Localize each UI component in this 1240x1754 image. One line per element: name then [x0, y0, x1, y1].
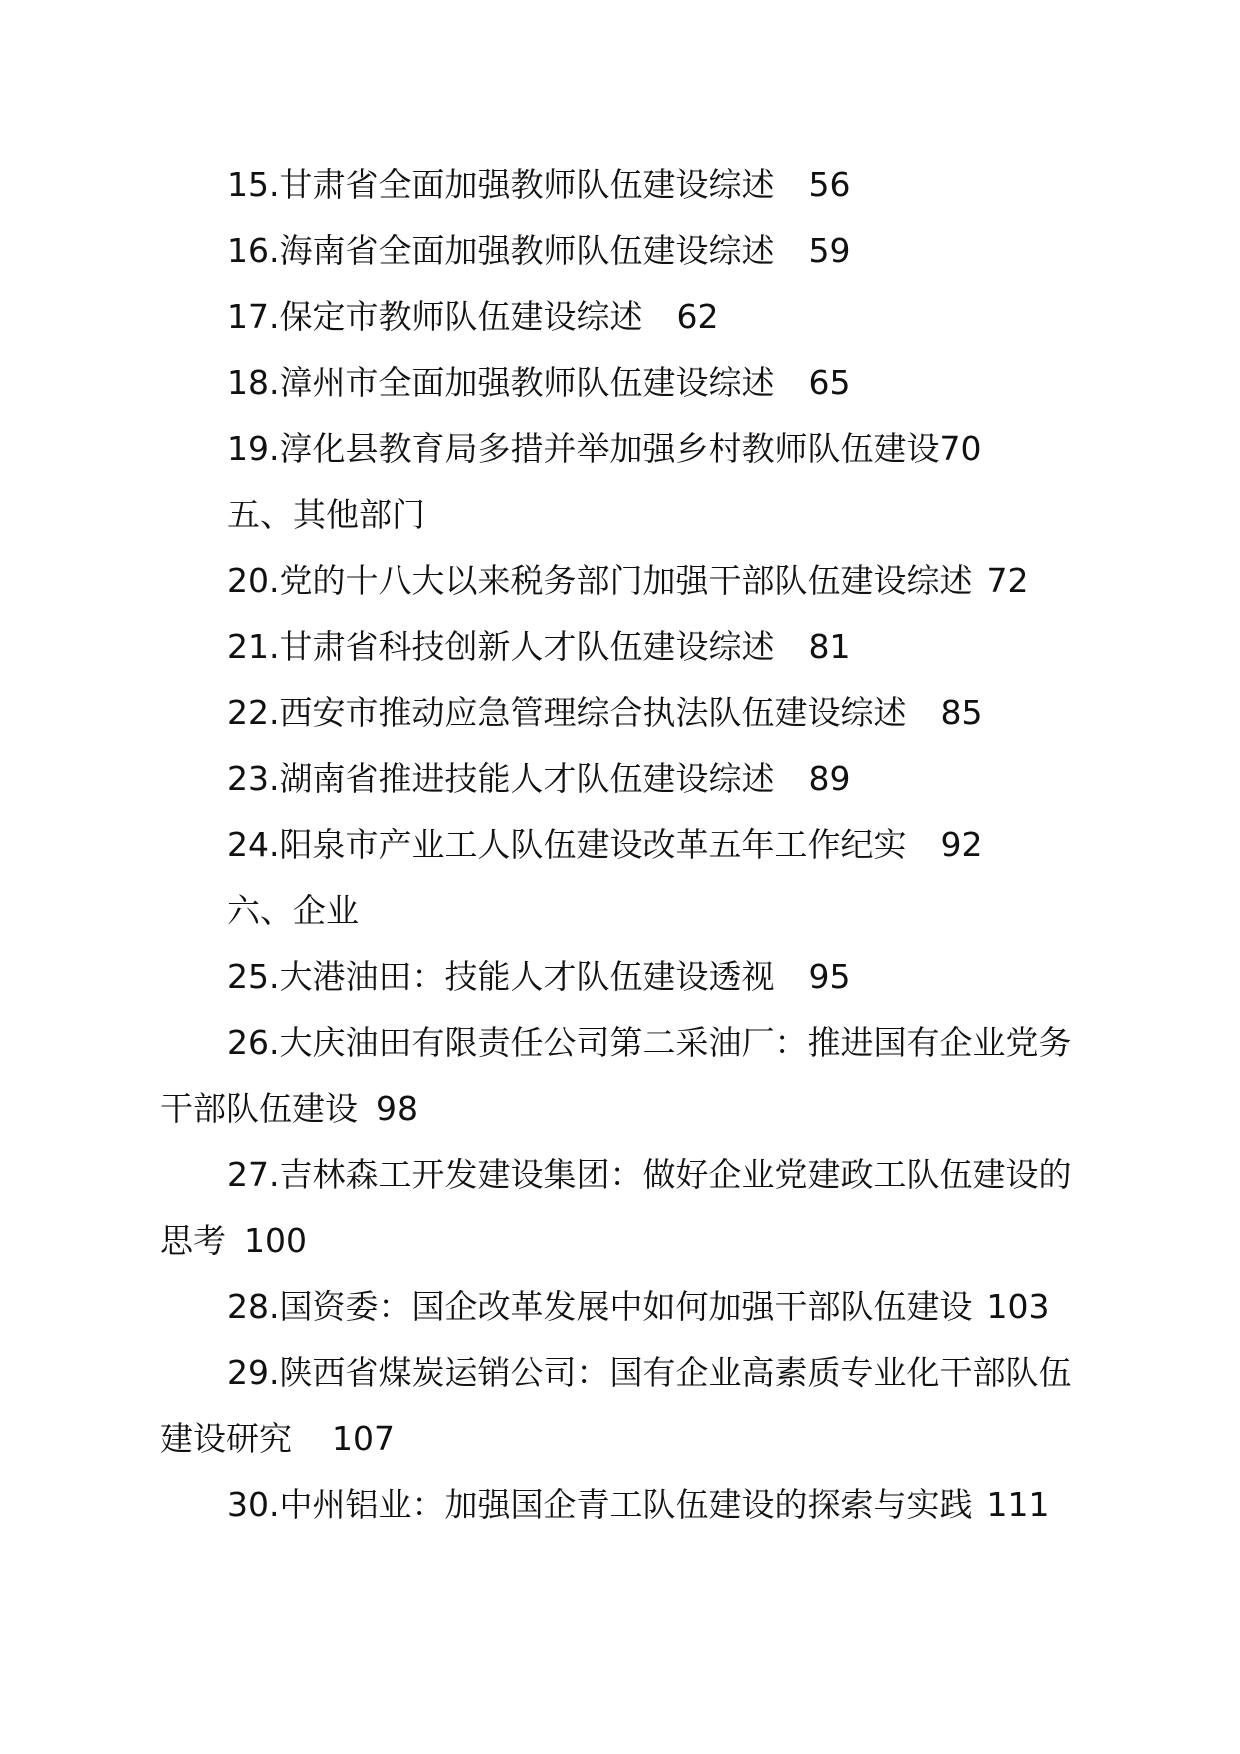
toc-entry-title: 29.陕西省煤炭运销公司：国有企业高素质专业化干部队伍建设研究 [160, 1353, 1072, 1458]
toc-entry-page: 59 [808, 231, 851, 270]
toc-section-title: 五、其他部门 [227, 495, 425, 534]
toc-entry-23 [160, 746, 1100, 812]
toc-entry-page: 81 [808, 627, 851, 666]
toc-entry-page: 72 [986, 561, 1029, 600]
toc-entry-title: 18.漳州市全面加强教师队伍建设综述 [227, 363, 775, 402]
toc-entry-17 [160, 284, 1100, 350]
toc-entry-28 [160, 1274, 1100, 1340]
toc-entry-15 [160, 152, 1100, 218]
toc-entry-page: 85 [940, 693, 983, 732]
toc-entry-18 [160, 350, 1100, 416]
toc-entry-21 [160, 614, 1100, 680]
toc-entry-27 [160, 1142, 1100, 1274]
toc-entry-25 [160, 944, 1100, 1010]
toc-entry-22 [160, 680, 1100, 746]
toc-entry-26 [160, 1010, 1100, 1142]
toc-section-heading-other-departments [160, 482, 1100, 548]
toc-entry-title: 22.西安市推动应急管理综合执法队伍建设综述 [227, 693, 907, 732]
toc-section-title: 六、企业 [227, 891, 359, 930]
toc-entry-page: 98 [376, 1089, 418, 1128]
toc-entry-page: 95 [808, 957, 851, 996]
toc-entry-16 [160, 218, 1100, 284]
toc-entry-30 [160, 1472, 1100, 1538]
toc-entry-page: 92 [940, 825, 983, 864]
toc-entry-page: 107 [332, 1419, 395, 1458]
toc-entry-24 [160, 812, 1100, 878]
toc-entry-page: 70 [939, 429, 982, 468]
toc-entry-title: 15.甘肃省全面加强教师队伍建设综述 [227, 165, 775, 204]
toc-entry-title: 20.党的十八大以来税务部门加强干部队伍建设综述 [227, 561, 973, 600]
toc-entry-title: 24.阳泉市产业工人队伍建设改革五年工作纪实 [227, 825, 907, 864]
toc-entry-title: 25.大港油田：技能人才队伍建设透视 [227, 957, 775, 996]
toc-entry-page: 56 [808, 165, 851, 204]
toc-section-heading-enterprises [160, 878, 1100, 944]
toc-entry-title: 28.国资委：国企改革发展中如何加强干部队伍建设 [227, 1287, 973, 1326]
toc-entry-page: 89 [808, 759, 851, 798]
toc-entry-page: 100 [244, 1221, 307, 1260]
toc-entry-20 [160, 548, 1100, 614]
toc-entry-title: 21.甘肃省科技创新人才队伍建设综述 [227, 627, 775, 666]
toc-entry-title: 26.大庆油田有限责任公司第二采油厂：推进国有企业党务干部队伍建设 [160, 1023, 1072, 1128]
toc-entry-page: 103 [986, 1287, 1050, 1326]
toc-entry-title: 16.海南省全面加强教师队伍建设综述 [227, 231, 775, 270]
toc-entry-title: 19.淳化县教育局多措并举加强乡村教师队伍建设 [227, 429, 940, 468]
toc-entry-page: 62 [676, 297, 719, 336]
toc-entry-title: 17.保定市教师队伍建设综述 [227, 297, 643, 336]
toc-entry-title: 30.中州铝业：加强国企青工队伍建设的探索与实践 [227, 1485, 973, 1524]
toc-entry-page: 111 [986, 1485, 1050, 1524]
table-of-contents [160, 152, 1100, 1538]
toc-entry-title: 27.吉林森工开发建设集团：做好企业党建政工队伍建设的思考 [160, 1155, 1072, 1260]
toc-entry-page: 65 [808, 363, 851, 402]
toc-entry-title: 23.湖南省推进技能人才队伍建设综述 [227, 759, 775, 798]
toc-entry-29 [160, 1340, 1100, 1472]
toc-entry-19 [160, 416, 1100, 482]
